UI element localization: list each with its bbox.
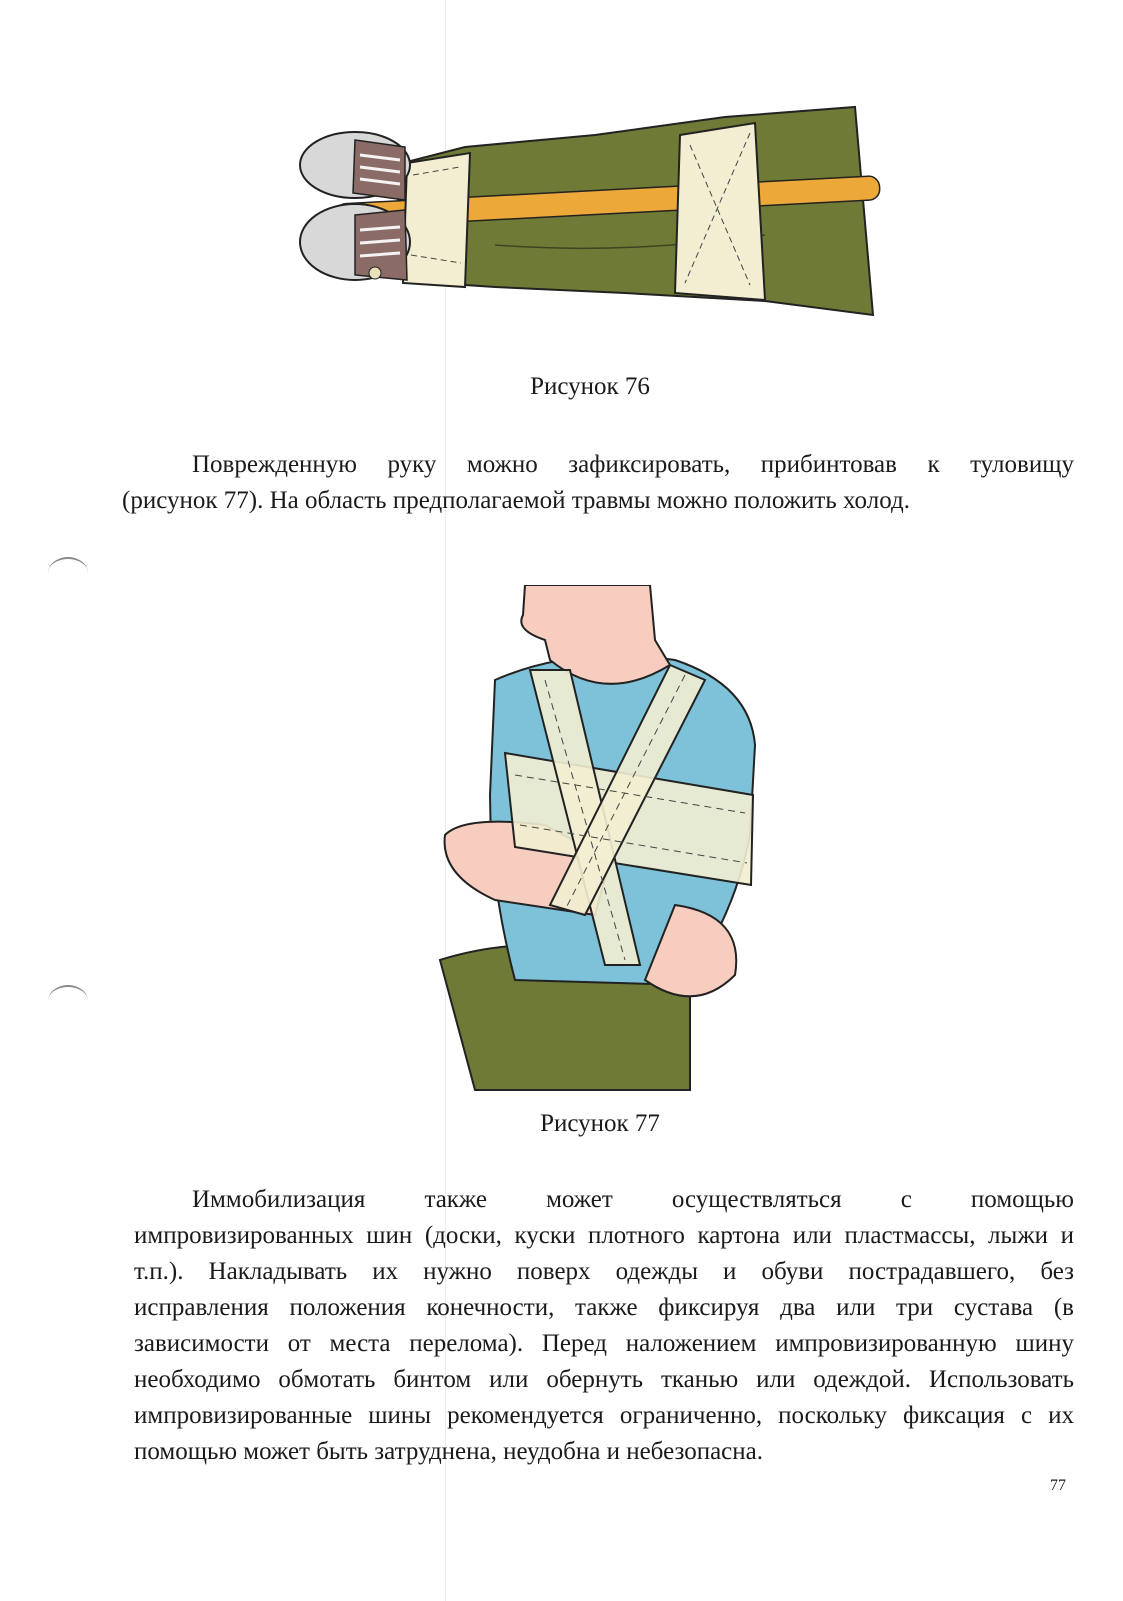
page-number: 77 xyxy=(1050,1477,1066,1494)
word: одеждой. xyxy=(813,1366,911,1393)
word: ограниченно, xyxy=(619,1402,763,1429)
word: (доски, xyxy=(424,1222,502,1249)
word: нужно xyxy=(423,1258,492,1285)
line-text: (рисунок 77). На область предполагаемой травмы можно положить холод. xyxy=(122,487,910,514)
word: обмотать xyxy=(278,1366,376,1393)
word: исправления xyxy=(134,1294,269,1321)
word: осуществляться xyxy=(671,1186,842,1213)
word: зафиксировать, xyxy=(568,451,731,478)
word: Поврежденную xyxy=(192,451,357,478)
paragraph-line xyxy=(122,483,1074,519)
word: обернуть xyxy=(546,1366,644,1393)
word: Использовать xyxy=(928,1366,1074,1393)
word: также xyxy=(424,1186,487,1213)
figure-77-caption: Рисунок 77 xyxy=(540,1110,660,1137)
word: зависимости xyxy=(134,1330,269,1357)
paragraph-line xyxy=(134,1362,1074,1398)
word: фиксируя xyxy=(658,1294,760,1321)
punch-hole-mark xyxy=(48,985,88,1017)
word: бинтом xyxy=(393,1366,472,1393)
figure-76-caption: Рисунок 76 xyxy=(530,373,650,400)
paragraph-improvised-splints xyxy=(134,1182,1074,1470)
word: фиксация xyxy=(903,1402,1005,1429)
word: (в xyxy=(1053,1294,1074,1321)
word: и xyxy=(1060,1222,1074,1249)
word: шины xyxy=(368,1402,432,1429)
word: два xyxy=(780,1294,816,1321)
word: помощью xyxy=(970,1186,1074,1213)
word: Иммобилизация xyxy=(192,1186,366,1213)
word: Перед xyxy=(541,1330,607,1357)
paragraph-arm-fixation xyxy=(122,447,1074,519)
word: т.п.). xyxy=(134,1258,184,1285)
word: также xyxy=(575,1294,638,1321)
word: поверх xyxy=(516,1258,591,1285)
word: от xyxy=(287,1330,311,1357)
punch-hole-mark xyxy=(48,557,88,589)
word: картона xyxy=(697,1222,781,1249)
paragraph-line xyxy=(134,447,1074,483)
word: импровизированные xyxy=(134,1402,353,1429)
line-text: помощью может быть затруднена, неудобна и небезопасна. xyxy=(134,1438,763,1465)
word: туловищу xyxy=(970,451,1074,478)
word: или xyxy=(836,1294,876,1321)
word: положения xyxy=(289,1294,406,1321)
word: их xyxy=(1048,1402,1074,1429)
paragraph-line xyxy=(134,1398,1074,1434)
word: конечности, xyxy=(426,1294,555,1321)
bandage-knee xyxy=(675,123,765,300)
word: рекомендуется xyxy=(447,1402,604,1429)
word: импровизированную xyxy=(775,1330,997,1357)
word: с xyxy=(1020,1402,1033,1429)
paragraph-line xyxy=(134,1254,1074,1290)
word: поскольку xyxy=(778,1402,887,1429)
word: сустава xyxy=(953,1294,1034,1321)
word: пластмассы, xyxy=(844,1222,976,1249)
word: прибинтовав xyxy=(760,451,897,478)
word: перелома). xyxy=(409,1330,524,1357)
word: импровизированных xyxy=(134,1222,354,1249)
word: их xyxy=(372,1258,399,1285)
word: может xyxy=(546,1186,613,1213)
word: места xyxy=(329,1330,391,1357)
figure-77-arm-bandaged-illustration xyxy=(435,585,765,1095)
paragraph-line xyxy=(134,1182,1074,1218)
word: шину xyxy=(1015,1330,1074,1357)
word: к xyxy=(927,451,940,478)
bandage-ankle xyxy=(403,153,470,287)
word: необходимо xyxy=(134,1366,261,1393)
paragraph-line xyxy=(134,1434,1074,1470)
paragraph-line xyxy=(134,1326,1074,1362)
paragraph-line xyxy=(134,1218,1074,1254)
figure-76-legs-splint-illustration xyxy=(295,105,885,320)
word: три xyxy=(896,1294,934,1321)
word: обуви xyxy=(761,1258,824,1285)
word: или xyxy=(756,1366,796,1393)
word: без xyxy=(1040,1258,1074,1285)
word: плотного xyxy=(587,1222,685,1249)
word: или xyxy=(792,1222,832,1249)
word: можно xyxy=(466,451,538,478)
word: с xyxy=(900,1186,912,1213)
word: руку xyxy=(387,451,437,478)
word: тканью xyxy=(660,1366,739,1393)
word: лыжи xyxy=(988,1222,1048,1249)
word: наложением xyxy=(625,1330,757,1357)
word: шин xyxy=(366,1222,413,1249)
word: или xyxy=(489,1366,529,1393)
word: и xyxy=(723,1258,737,1285)
word: куски xyxy=(514,1222,576,1249)
word: Накладывать xyxy=(208,1258,348,1285)
paragraph-line xyxy=(134,1290,1074,1326)
word: пострадавшего, xyxy=(848,1258,1016,1285)
word: одежды xyxy=(615,1258,698,1285)
